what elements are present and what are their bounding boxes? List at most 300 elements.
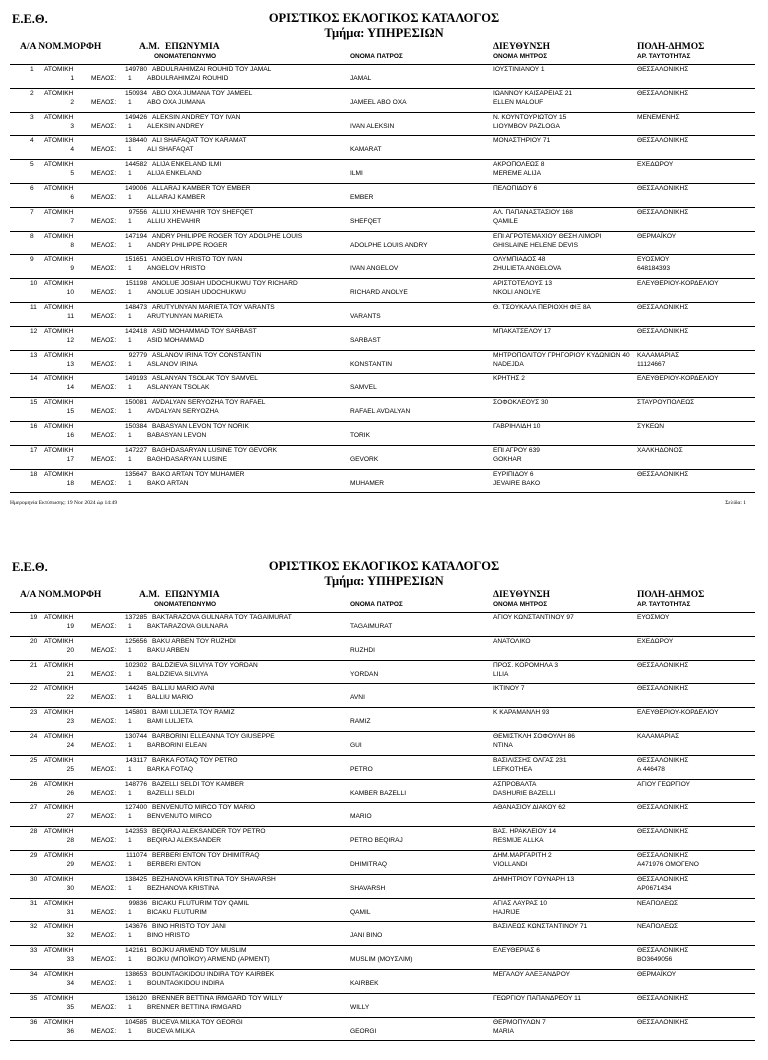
address: ΣΟΦΟΚΛΕΟΥΣ 30 — [493, 399, 549, 407]
father-name: JAMEEL ABO OXA — [350, 98, 407, 106]
city: ΕΛΕΥΘΕΡΙΟΥ-ΚΟΡΔΕΛΙΟΥ — [637, 280, 719, 288]
member-label: ΜΕΛΟΣ: — [91, 932, 117, 940]
person-name: ALEKSIN ANDREY — [147, 122, 204, 130]
father-name: ILMI — [350, 170, 363, 178]
document-title — [0, 559, 768, 589]
row-index: 20 — [66, 646, 74, 654]
table-row — [10, 446, 755, 470]
address: ΑΛ. ΠΑΠΑΝΑΣΤΑΣΙΟΥ 168 — [493, 208, 573, 216]
table-row — [10, 303, 755, 327]
header-city: ΠΟΛΗ-ΔΗΜΟΣ — [637, 590, 705, 600]
mother-name: NKOLI ANOLYE — [493, 289, 541, 297]
person-name: BICAKU FLUTURIM — [147, 908, 207, 916]
city: ΘΕΣΣΑΛΟΝΙΚΗΣ — [637, 137, 689, 145]
address: ΒΑΣΙΛΕΩΣ ΚΩΝΣΤΑΝΤΙΝΟΥ 71 — [493, 923, 588, 931]
address: ΜΠΑΚΑΤΣΕΛΟΥ 17 — [493, 327, 552, 335]
member-table — [0, 64, 768, 493]
registry-number: 138440 — [125, 137, 148, 145]
address: ΙΟΥΣΤΙΝΙΑΝΟΥ 1 — [493, 66, 545, 73]
father-name: GEVORK — [350, 455, 379, 463]
member-count: 1 — [128, 741, 132, 749]
address: ΟΛΥΜΠΙΑΔΟΣ 48 — [493, 256, 546, 264]
entity-type: ΑΤΟΜΙΚΗ — [44, 161, 74, 169]
header-father: ΟΝΟΜΑ ΠΑΤΡΟΣ — [350, 601, 403, 608]
member-count: 1 — [128, 336, 132, 344]
entity-type: ΑΤΟΜΙΚΗ — [44, 709, 74, 717]
city: ΘΕΣΣΑΛΟΝΙΚΗΣ — [637, 947, 689, 955]
city: ΕΥΟΣΜΟΥ — [637, 614, 670, 621]
father-name: VARANTS — [350, 312, 381, 320]
person-name: BEQIRAJ ALEKSANDER — [147, 837, 222, 845]
entity-type: ΑΤΟΜΙΚΗ — [44, 756, 74, 764]
father-name: WILLY — [350, 1003, 370, 1011]
father-name: PETRO — [350, 765, 373, 773]
mother-name: NTINA — [493, 741, 513, 749]
father-name: RAFAEL AVDALYAN — [350, 408, 411, 416]
mother-name: VIOLLANDI — [493, 860, 528, 868]
father-name: GUI — [350, 741, 362, 749]
row-index: 4 — [70, 146, 74, 154]
header-address: ΔΙΕΥΘΥΝΣΗ — [493, 590, 550, 600]
row-index: 19 — [66, 623, 74, 630]
table-row — [10, 351, 755, 375]
city: ΑΓΙΟΥ ΓΕΩΡΓΙΟΥ — [637, 780, 691, 788]
id-number: BO3649056 — [637, 956, 673, 964]
row-index: 11 — [67, 312, 74, 320]
address: ΠΡΟΣ. ΚΟΡΟΜΗΛΑ 3 — [493, 661, 559, 669]
father-name: IVAN ANGELOV — [350, 265, 399, 273]
registry-number: 143676 — [125, 923, 148, 931]
mother-name: ELLEN MALOUF — [493, 98, 544, 106]
company-name: BENVENUTO MIRCO ΤΟΥ MARIO — [152, 804, 256, 812]
entity-type: ΑΤΟΜΙΚΗ — [44, 208, 74, 216]
table-row — [10, 64, 755, 89]
company-name: BEQIRAJ ALEKSANDER ΤΟΥ PETRO — [152, 828, 266, 836]
city: ΘΕΣΣΑΛΟΝΙΚΗΣ — [637, 875, 689, 883]
company-name: BERBERI ENTON ΤΟΥ DHIMITRAQ — [152, 851, 260, 859]
company-name: AVDALYAN SERYOZHA ΤΟΥ RAFAEL — [152, 399, 266, 407]
member-label: ΜΕΛΟΣ: — [91, 265, 117, 273]
title-line: ΟΡΙΣΤΙΚΟΣ ΕΚΛΟΓΙΚΟΣ ΚΑΤΑΛΟΓΟΣ — [268, 11, 500, 25]
header-address-sub: ΟΝΟΜΑ ΜΗΤΡΟΣ — [493, 53, 548, 60]
table-row — [10, 661, 755, 685]
entity-type: ΑΤΟΜΙΚΗ — [44, 113, 74, 121]
registry-number: 150081 — [125, 399, 148, 407]
person-name: BAKU ARBEN — [147, 646, 190, 654]
row-number: 25 — [30, 756, 38, 764]
father-name: QAMIL — [350, 908, 371, 916]
page-number: Σελίδα: 1 — [725, 500, 746, 506]
registry-number: 130744 — [125, 732, 148, 740]
section-line: Τμήμα: ΥΠΗΡΕΣΙΩΝ — [324, 574, 444, 588]
address: ΜΟΝΑΣΤΗΡΙΟΥ 71 — [493, 137, 551, 145]
table-row — [10, 208, 755, 232]
address: ΕΠΙ ΑΓΡΟΤΕΜΑΧΙΟΥ ΘΕΣΗ ΛΙΜΟΡΙ — [493, 232, 602, 240]
father-name: RUZHDI — [350, 646, 375, 654]
company-name: BARBORINI ELLEANNA ΤΟΥ GIUSEPPE — [152, 732, 275, 740]
member-label: ΜΕΛΟΣ: — [91, 455, 117, 463]
registry-number: 97556 — [128, 208, 147, 216]
person-name: AVDALYAN SERYOZHA — [147, 408, 219, 416]
address: ΕΛΕΥΘΕΡΙΑΣ 6 — [493, 947, 540, 955]
row-index: 21 — [66, 670, 74, 678]
row-index: 27 — [66, 813, 74, 821]
mother-name: HAJRIJE — [493, 908, 520, 916]
city: ΘΕΣΣΑΛΟΝΙΚΗΣ — [637, 303, 689, 311]
row-number: 29 — [30, 851, 38, 859]
father-name: AVNI — [350, 694, 365, 702]
registry-number: 136120 — [125, 994, 148, 1002]
entity-type: ΑΤΟΜΙΚΗ — [44, 899, 74, 907]
entity-type: ΑΤΟΜΙΚΗ — [44, 637, 74, 645]
address: ΕΠΙ ΑΓΡΟΥ 639 — [493, 446, 540, 454]
member-label: ΜΕΛΟΣ: — [91, 217, 117, 225]
registry-number: 138425 — [125, 875, 148, 883]
row-number: 10 — [30, 280, 38, 288]
row-index: 10 — [66, 289, 74, 297]
registry-number: 111074 — [125, 851, 147, 859]
row-number: 18 — [30, 470, 38, 478]
city: ΜΕΝΕΜΕΝΗΣ — [637, 113, 680, 121]
member-label: ΜΕΛΟΣ: — [91, 122, 117, 130]
member-label: ΜΕΛΟΣ: — [91, 98, 117, 106]
header-city-sub: ΑΡ. ΤΑΥΤΟΤΗΤΑΣ — [637, 53, 691, 60]
section-line: Τμήμα: ΥΠΗΡΕΣΙΩΝ — [324, 26, 444, 40]
address: ΙΩΑΝΝΟΥ ΚΑΙΣΑΡΕΙΑΣ 21 — [493, 89, 573, 97]
person-name: BINO HRISTO — [147, 932, 190, 940]
table-row — [10, 327, 755, 351]
entity-type: ΑΤΟΜΙΚΗ — [44, 399, 74, 407]
father-name: MARIO — [350, 813, 372, 821]
person-name: BAGHDASARYAN LUSINE — [147, 455, 228, 463]
member-count: 1 — [128, 884, 132, 892]
city: ΘΕΣΣΑΛΟΝΙΚΗΣ — [637, 184, 689, 192]
registry-number: 147194 — [125, 232, 148, 240]
father-name: KONSTANTIN — [350, 360, 393, 368]
company-name: ALLIU XHEVAHIR ΤΟΥ SHEFQET — [152, 208, 254, 216]
member-label: ΜΕΛΟΣ: — [91, 1003, 117, 1011]
address: ΜΗΤΡΟΠΟΛΙΤΟΥ ΓΡΗΓΟΡΙΟΥ ΚΥΔΩΝΙΩΝ 40 — [493, 351, 630, 359]
registry-number: 102302 — [125, 661, 148, 669]
id-number: 648184393 — [637, 265, 671, 273]
entity-type: ΑΤΟΜΙΚΗ — [44, 351, 74, 359]
row-index: 24 — [66, 741, 74, 749]
mother-name: LIOYMBOV PAZLOGA — [493, 122, 560, 130]
entity-type: ΑΤΟΜΙΚΗ — [44, 685, 74, 693]
row-index: 23 — [66, 718, 74, 726]
mother-name: LILIA — [493, 670, 509, 678]
registry-number: 147227 — [125, 446, 148, 454]
member-label: ΜΕΛΟΣ: — [91, 908, 117, 916]
member-count: 1 — [128, 979, 132, 987]
mother-name: LEFKOTHEA — [493, 765, 533, 773]
row-number: 28 — [30, 828, 38, 836]
city: ΘΕΣΣΑΛΟΝΙΚΗΣ — [637, 470, 689, 478]
title-line: ΟΡΙΣΤΙΚΟΣ ΕΚΛΟΓΙΚΟΣ ΚΑΤΑΛΟΓΟΣ — [268, 559, 500, 573]
table-row — [10, 637, 755, 661]
row-number: 17 — [30, 446, 38, 454]
registry-number: 151651 — [125, 256, 148, 264]
table-row — [10, 422, 755, 446]
person-name: ABO OXA JUMANA — [147, 98, 206, 106]
father-name: KAIRBEK — [350, 979, 379, 987]
member-label: ΜΕΛΟΣ: — [91, 979, 117, 987]
father-name: SARBAST — [350, 336, 381, 344]
member-count: 1 — [128, 1003, 132, 1011]
member-count: 1 — [128, 837, 132, 845]
company-name: BOJKU ARMEND ΤΟΥ MUSLIM — [152, 947, 247, 955]
father-name: MUSLIM (ΜΟΥΣΛΙΜ) — [350, 956, 413, 964]
father-name: SAMVEL — [350, 384, 377, 392]
entity-type: ΑΤΟΜΙΚΗ — [44, 851, 74, 859]
city: ΕΥΟΣΜΟΥ — [637, 256, 670, 264]
table-row — [10, 875, 755, 899]
company-name: ALIJA ENKELAND ILMI — [152, 161, 222, 169]
member-label: ΜΕΛΟΣ: — [91, 360, 117, 368]
row-number: 13 — [30, 351, 38, 359]
registry-number: 125656 — [125, 637, 148, 645]
person-name: ALIJA ENKELAND — [147, 170, 202, 178]
person-name: BRENNER BETTINA IRMGARD — [147, 1003, 242, 1011]
city: ΘΕΣΣΑΛΟΝΙΚΗΣ — [637, 804, 689, 812]
member-label: ΜΕΛΟΣ: — [91, 146, 117, 154]
person-name: BALLIU MARIO — [147, 694, 194, 702]
entity-type: ΑΤΟΜΙΚΗ — [44, 947, 74, 955]
row-index: 16 — [66, 431, 74, 439]
member-label: ΜΕΛΟΣ: — [91, 431, 117, 439]
member-label: ΜΕΛΟΣ: — [91, 193, 117, 201]
table-row — [10, 136, 755, 160]
member-count: 1 — [128, 431, 132, 439]
row-number: 19 — [30, 614, 38, 621]
registry-number: 150934 — [125, 89, 148, 97]
table-row — [10, 113, 755, 137]
company-name: BARKA FOTAQ ΤΟΥ PETRO — [152, 756, 238, 764]
company-name: BAZELLI SELDI ΤΟΥ KAMBER — [152, 780, 244, 788]
member-label: ΜΕΛΟΣ: — [91, 479, 117, 487]
company-name: ASLANYAN TSOLAK ΤΟΥ SAMVEL — [152, 375, 258, 383]
address: ΑΚΡΟΠΟΛΕΩΣ 8 — [493, 161, 545, 169]
row-index: 3 — [70, 122, 74, 130]
table-row — [10, 160, 755, 184]
member-count: 1 — [128, 956, 132, 964]
person-name: ALI SHAFAQAT — [147, 146, 194, 154]
city: ΕΧΕΔΩΡΟΥ — [637, 637, 674, 645]
table-row — [10, 708, 755, 732]
entity-type: ΑΤΟΜΙΚΗ — [44, 232, 74, 240]
father-name: TAGAIMURAT — [350, 623, 393, 630]
table-row — [10, 922, 755, 946]
header-am: Α.Μ. — [139, 590, 160, 600]
row-index: 12 — [66, 336, 74, 344]
company-name: BRENNER BETTINA IRMGARD ΤΟΥ WILLY — [152, 994, 283, 1002]
city: ΘΕΣΣΑΛΟΝΙΚΗΣ — [637, 661, 689, 669]
city: ΘΕΡΜΑΪΚΟΥ — [637, 232, 677, 240]
registry-number: 127400 — [125, 804, 148, 812]
father-name: MUHAMER — [350, 479, 385, 487]
city: ΧΑΛΚΗΔΟΝΟΣ — [637, 446, 683, 454]
table-row — [10, 684, 755, 708]
person-name: ANGELOV HRISTO — [147, 265, 206, 273]
person-name: ARUTYUNYAN MARIETA — [147, 312, 223, 320]
person-name: ASLANOV IRINA — [147, 360, 198, 368]
row-number: 15 — [30, 399, 38, 407]
father-name: YORDAN — [350, 670, 379, 678]
row-number: 21 — [30, 661, 38, 669]
address: Κ ΚΑΡΑΜΑΝΛΗ 93 — [493, 709, 550, 717]
row-index: 31 — [66, 908, 74, 916]
entity-type: ΑΤΟΜΙΚΗ — [44, 446, 74, 454]
header-father: ΟΝΟΜΑ ΠΑΤΡΟΣ — [350, 53, 403, 60]
city: ΘΕΣΣΑΛΟΝΙΚΗΣ — [637, 208, 689, 216]
entity-type: ΑΤΟΜΙΚΗ — [44, 970, 74, 978]
mother-name: ZHULIETA ANGELOVA — [493, 265, 562, 273]
id-number: AP0671434 — [637, 884, 672, 892]
member-label: ΜΕΛΟΣ: — [91, 789, 117, 797]
entity-type: ΑΤΟΜΙΚΗ — [44, 256, 74, 264]
member-label: ΜΕΛΟΣ: — [91, 718, 117, 726]
city: ΘΕΣΣΑΛΟΝΙΚΗΣ — [637, 994, 689, 1002]
person-name: BUCEVA MILKA — [147, 1027, 195, 1035]
header-name: ΕΠΩΝΥΜΙΑ — [165, 590, 220, 600]
row-number: 33 — [30, 947, 38, 955]
entity-type: ΑΤΟΜΙΚΗ — [44, 732, 74, 740]
header-city-sub: ΑΡ. ΤΑΥΤΟΤΗΤΑΣ — [637, 601, 691, 608]
company-name: BAKTARAZOVA GULNARA ΤΟΥ TAGAIMURAT — [152, 614, 292, 621]
row-index: 14 — [66, 384, 74, 392]
entity-type: ΑΤΟΜΙΚΗ — [44, 89, 74, 97]
registry-number: 149780 — [125, 66, 148, 73]
address: ΘΕΡΜΟΠΥΛΩΝ 7 — [493, 1018, 546, 1026]
member-count: 1 — [128, 146, 132, 154]
mother-name: MEREME ALIJA — [493, 170, 542, 178]
row-index: 33 — [66, 956, 74, 964]
city: ΣΤΑΥΡΟΥΠΟΛΕΩΣ — [637, 399, 695, 407]
company-name: ANGELOV HRISTO ΤΟΥ IVAN — [152, 256, 243, 264]
row-number: 6 — [30, 184, 34, 192]
address: ΜΕΓΑΛΟΥ ΑΛΕΞΑΝΔΡΟΥ — [493, 970, 571, 978]
address: ΑΓΙΟΥ ΚΩΝΣΤΑΝΤΙΝΟΥ 97 — [493, 614, 574, 621]
row-number: 3 — [30, 113, 34, 121]
row-index: 36 — [66, 1027, 74, 1035]
registry-number: 137285 — [125, 614, 148, 621]
table-row — [10, 827, 755, 851]
member-count: 1 — [128, 193, 132, 201]
row-number: 22 — [30, 685, 38, 693]
header-aa: Α/Α ΝΟΜ.ΜΟΡΦΗ — [20, 42, 102, 52]
member-label: ΜΕΛΟΣ: — [91, 336, 117, 344]
row-number: 35 — [30, 994, 38, 1002]
member-count: 1 — [128, 122, 132, 130]
address: ΒΑΣΙΛΙΣΣΗΣ ΟΛΓΑΣ 231 — [493, 756, 567, 764]
address: ΑΓΙΑΣ ΛΑΥΡΑΣ 10 — [493, 899, 548, 907]
registry-number: 150384 — [125, 422, 148, 430]
mother-name: DASHURIE BAZELLI — [493, 789, 556, 797]
entity-type: ΑΤΟΜΙΚΗ — [44, 422, 74, 430]
org-name: Ε.Ε.Θ. — [12, 560, 48, 574]
row-index: 8 — [70, 241, 74, 249]
entity-type: ΑΤΟΜΙΚΗ — [44, 1018, 74, 1026]
row-number: 5 — [30, 161, 34, 169]
row-number: 16 — [30, 422, 38, 430]
table-row — [10, 398, 755, 422]
city: ΘΕΣΣΑΛΟΝΙΚΗΣ — [637, 1018, 689, 1026]
table-row — [10, 89, 755, 113]
member-label: ΜΕΛΟΣ: — [91, 813, 117, 821]
registry-number: 145801 — [125, 709, 148, 717]
mother-name: GHISLAINE HELENE DEVIS — [493, 241, 579, 249]
mother-name: GOKHAR — [493, 455, 522, 463]
member-count: 1 — [128, 670, 132, 678]
registry-number: 151198 — [125, 280, 147, 288]
father-name: EMBER — [350, 193, 374, 201]
org-name: Ε.Ε.Θ. — [12, 12, 48, 26]
father-name: PETRO BEQIRAJ — [350, 837, 403, 845]
member-label: ΜΕΛΟΣ: — [91, 170, 117, 178]
father-name: JANI BINO — [350, 932, 383, 940]
person-name: ALLIU XHEVAHIR — [147, 217, 201, 225]
entity-type: ΑΤΟΜΙΚΗ — [44, 137, 74, 145]
row-index: 32 — [66, 932, 74, 940]
company-name: BAKU ARBEN ΤΟΥ RUZHDI — [152, 637, 236, 645]
person-name: BAKTARAZOVA GULNARA — [147, 623, 229, 630]
address: ΑΣΠΡΟΒΑΛΤΑ — [493, 780, 537, 788]
father-name: ADOLPHE LOUIS ANDRY — [350, 241, 428, 249]
entity-type: ΑΤΟΜΙΚΗ — [44, 280, 74, 288]
member-label: ΜΕΛΟΣ: — [91, 694, 117, 702]
member-count: 1 — [128, 860, 132, 868]
member-count: 1 — [128, 455, 132, 463]
person-name: ALLARAJ KAMBER — [147, 193, 206, 201]
person-name: BAMI LULJETA — [147, 718, 193, 726]
registry-number: 142353 — [125, 828, 148, 836]
address: ΑΡΙΣΤΟΤΕΛΟΥΣ 13 — [493, 280, 552, 288]
member-label: ΜΕΛΟΣ: — [91, 765, 117, 773]
member-table — [0, 612, 768, 1041]
person-name: BABASYAN LEVON — [147, 431, 207, 439]
member-count: 1 — [128, 479, 132, 487]
table-row — [10, 255, 755, 279]
entity-type: ΑΤΟΜΙΚΗ — [44, 375, 74, 383]
address: ΔΗΜ.ΜΑΡΓΑΡΙΤΗ 2 — [493, 851, 552, 859]
member-label: ΜΕΛΟΣ: — [91, 741, 117, 749]
table-row — [10, 374, 755, 398]
city: ΚΑΛΑΜΑΡΙΑΣ — [637, 351, 680, 359]
id-number: Α 446478 — [637, 765, 665, 773]
member-label: ΜΕΛΟΣ: — [91, 646, 117, 654]
member-count: 1 — [128, 789, 132, 797]
row-index: 26 — [66, 789, 74, 797]
member-label: ΜΕΛΟΣ: — [91, 623, 117, 630]
member-count: 1 — [128, 265, 132, 273]
row-number: 12 — [30, 327, 38, 335]
page-1 — [0, 0, 768, 512]
row-number: 8 — [30, 232, 34, 240]
member-label: ΜΕΛΟΣ: — [91, 670, 117, 678]
print-date: Ημερομηνία Εκτύπωσης: 19 Νοε 2024 ώρ 14:49 — [10, 500, 118, 506]
table-row — [10, 946, 755, 970]
member-count: 1 — [128, 932, 132, 940]
row-index: 35 — [66, 1003, 74, 1011]
row-number: 26 — [30, 780, 38, 788]
registry-number: 135647 — [125, 470, 148, 478]
father-name: JAMAL — [350, 75, 372, 82]
table-row — [10, 803, 755, 827]
city: ΝΕΑΠΟΛΕΩΣ — [637, 899, 679, 907]
registry-number: 144582 — [125, 161, 148, 169]
company-name: BAKO ARTAN ΤΟΥ MUHAMER — [152, 470, 245, 478]
header-address: ΔΙΕΥΘΥΝΣΗ — [493, 42, 550, 52]
